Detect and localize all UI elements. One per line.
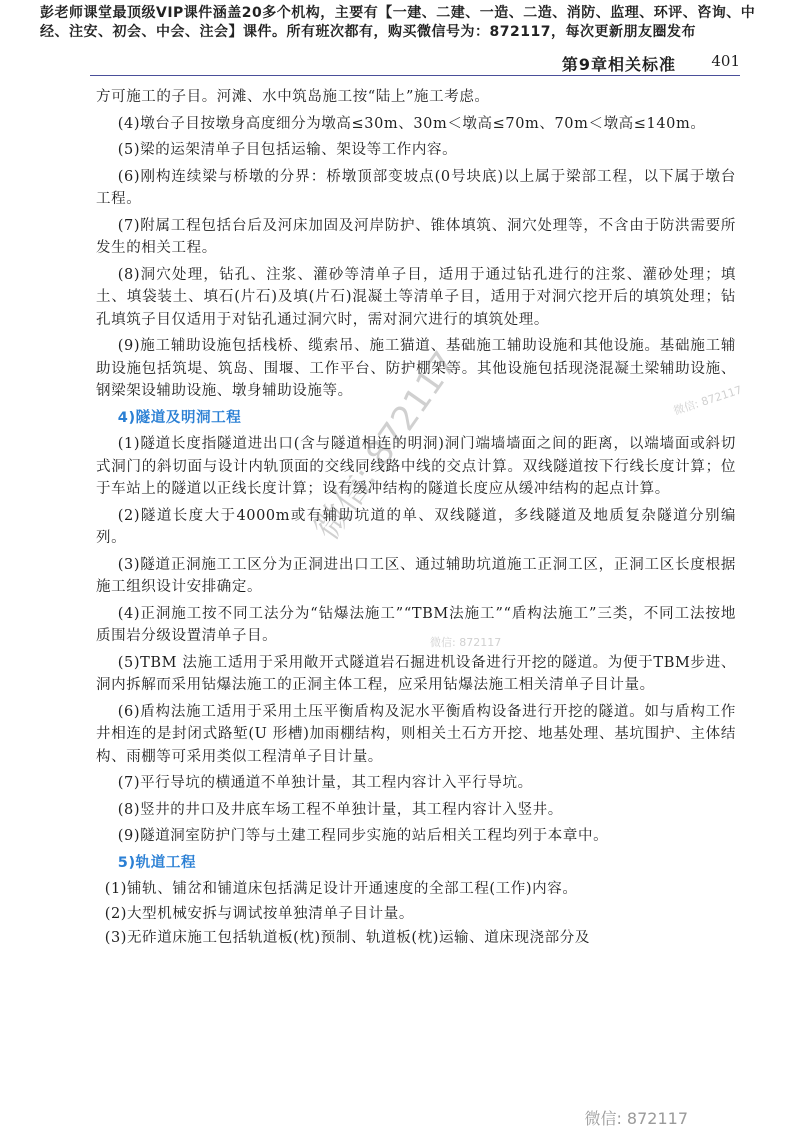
list-item: (1)铺轨、铺岔和铺道床包括满足设计开通速度的全部工程(工作)内容。 — [104, 881, 578, 897]
paragraph: (6)刚构连续梁与桥墩的分界：桥墩顶部变坡点(0号块底)以上属于梁部工程，以下属于墩台工程。 — [96, 168, 736, 207]
paragraph: (9)施工辅助设施包括栈桥、缆索吊、施工猫道、基础施工辅助设施和其他设施。基础施工辅助设施包括筑堤、筑岛、围堰、工作平台、防护棚架等。其他设施包括现浇混凝土梁辅助设施、钢梁架设辅助设施、墩身辅助设施等。 — [96, 338, 736, 399]
paragraph: (7)附属工程包括台后及河床加固及河岸防护、锥体填筑、洞穴处理等，不含由于防洪需要所发生的相关工程。 — [96, 217, 736, 256]
paragraph: (2)隧道长度大于4000m或有辅助坑道的单、双线隧道，多线隧道及地质复杂隧道分别编列。 — [96, 507, 736, 546]
paragraph: (5)TBM 法施工适用于采用敞开式隧道岩石掘进机设备进行开挖的隧道。为便于TBM步进、洞内拆解而采用钻爆法施工的正洞主体工程，应采用钻爆法施工相关清单子目计量。 — [96, 654, 736, 693]
paragraph: (8)竖井的井口及井底车场工程不单独计量，其工程内容计入竖井。 — [117, 801, 563, 818]
header-rule — [90, 75, 740, 76]
paragraph: (3)隧道正洞施工工区分为正洞进出口工区、通过辅助坑道施工正洞工区，正洞工区长度根据施工组织设计安排确定。 — [96, 556, 736, 595]
watermark-side: 微信: 872117 — [671, 383, 744, 418]
section-heading-track: 5)轨道工程 — [117, 854, 197, 871]
page-header — [90, 52, 740, 74]
list-item: (2)大型机械安拆与调试按单独清单子目计量。 — [104, 905, 414, 922]
page-number: 401 — [711, 52, 740, 70]
page-body — [96, 86, 736, 952]
paragraph: (5)梁的运架清单子目包括运输、架设等工作内容。 — [117, 142, 458, 158]
chapter-title: 第9章相关标准 — [561, 55, 676, 74]
promo-banner: 彭老师课堂最顶级VIP课件涵盖20多个机构，主要有【一建、二建、一造、二造、消防、监理、环评、咨询、中经、注安、初会、中会、注会】课件。所有班次都有，购买微信号为：872117，每次更新朋友圈发布 — [40, 5, 756, 40]
paragraph: (9)隧道洞室防护门等与土建工程同步实施的站后相关工程均列于本章中。 — [117, 828, 609, 844]
paragraph: (4)墩台子目按墩身高度细分为墩高≤30m、30m＜墩高≤70m、70m＜墩高≤140m。 — [117, 115, 706, 132]
list-item: (3)无砟道床施工包括轨道板(枕)预制、轨道板(枕)运输、道床现浇部分及 — [104, 930, 590, 946]
paragraph: (7)平行导坑的横通道不单独计量，其工程内容计入平行导坑。 — [117, 775, 533, 791]
watermark-diagonal: 微信: 872117 — [306, 344, 466, 548]
watermark-footer: 微信: 872117 — [584, 1109, 688, 1128]
paragraph: (4)正洞施工按不同工法分为“钻爆法施工”“TBM法施工”“盾构法施工”三类，不同工法按地质围岩分级设置清单子目。 — [96, 605, 736, 644]
paragraph-continued: 方可施工的子目。河滩、水中筑岛施工按“陆上”施工考虑。 — [96, 89, 490, 105]
section-heading-tunnel: 4)隧道及明洞工程 — [117, 409, 242, 426]
watermark-mid: 微信: 872117 — [430, 636, 502, 649]
paragraph: (6)盾构法施工适用于采用土压平衡盾构及泥水平衡盾构设备进行开挖的隧道。如与盾构工作井相连的是封闭式路堑(U 形槽)加雨棚结构，则相关土石方开挖、地基处理、基坑围护、主体结构、雨棚等可采用类似工程清单子目计量。 — [96, 703, 736, 765]
paragraph: (8)洞穴处理，钻孔、注浆、灌砂等清单子目，适用于通过钻孔进行的注浆、灌砂处理；填土、填袋装土、填石(片石)及填(片石)混凝土等清单子目，适用于对洞穴挖开后的填筑处理；钻孔填筑子目仅适用于对钻孔通过洞穴时，需对洞穴进行的填筑处理。 — [96, 266, 736, 328]
paragraph: (1)隧道长度指隧道进出口(含与隧道相连的明洞)洞门端墙墙面之间的距离，以端墙面或斜切式洞门的斜切面与设计内轨顶面的交线同线路中线的交点计算。双线隧道按下行线长度计算；位于车站上的隧道以正线长度计算；设有缓冲结构的隧道长度应从缓冲结构的起点计算。 — [96, 436, 736, 497]
